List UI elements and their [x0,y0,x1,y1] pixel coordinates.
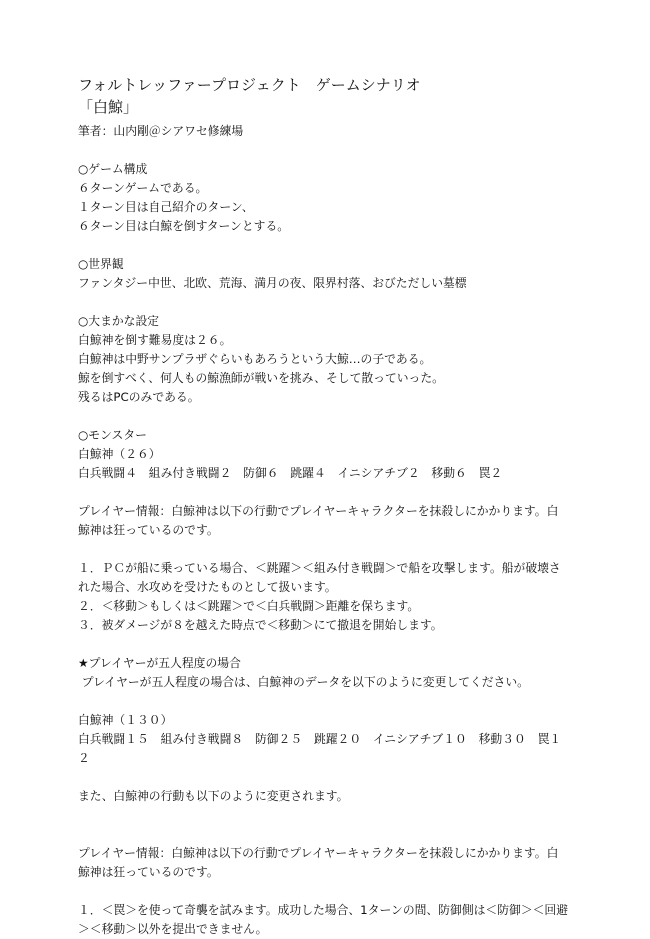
setting-line-4: 残るはPCのみである。 [78,390,200,404]
five-players-player-info: プレイヤー情報：白鯨神は以下の行動でプレイヤーキャラクターを抹殺しにかかります。白鯨神は狂っているのです。 [78,846,559,879]
monster-action-1: １．ＰＣが船に乗っている場合、＜跳躍＞＜組み付き戦闘＞で船を攻撃します。船が破壊された場合、水攻めを受けたものとして扱います。 [78,561,561,594]
monster-action-2: ２．＜移動＞もしくは＜跳躍＞で＜白兵戦闘＞距離を保ちます。 [78,599,420,613]
game-structure-heading: ○ゲーム構成 [78,162,148,176]
setting-line-3: 鯨を倒すべく、何人もの鯨漁師が戦いを挑み、そして散っていった。 [78,371,444,385]
worldview-line-1: ファンタジー中世、北欧、荒海、満月の夜、限界村落、おびただしい墓標 [78,276,467,290]
setting-line-1: 白鯨神を倒す難易度は２６。 [78,333,232,347]
setting-heading: ○大まかな設定 [78,314,160,328]
monster-name: 白鯨神（２６） [78,447,161,461]
monster-action-3: ３．被ダメージが８を越えた時点で＜移動＞にて撤退を開始します。 [78,618,443,632]
five-players-change-note: また、白鯨神の行動も以下のように変更されます。 [78,789,349,803]
setting-line-2: 白鯨神は中野サンプラザぐらいもあろうという大鯨…の子である。 [78,352,432,366]
monster-heading: ○モンスター [78,428,147,442]
author-line: 筆者：山内剛＠シアワセ修練場 [78,124,244,138]
five-players-heading: ★プレイヤーが五人程度の場合 [78,656,241,670]
five-players-monster-name: 白鯨神（１３０） [78,713,173,727]
game-structure-line-1: ６ターンゲームである。 [78,181,208,195]
game-structure-line-3: ６ターン目は白鯨を倒すターンとする。 [78,219,290,233]
scenario-title: 「白鯨」 [78,98,139,116]
five-players-action-1: １．＜罠＞を使って奇襲を試みます。成功した場合、1ターンの間、防御側は＜防御＞＜回避＞＜移動＞以外を提出できません。 [78,903,569,936]
five-players-monster-stats: 白兵戦闘１５ 組み付き戦闘８ 防御２５ 跳躍２０ イニシアチブ１０ 移動３０ 罠１２ [78,732,562,765]
five-players-intro: プレイヤーが五人程度の場合は、白鯨神のデータを以下のように変更してください。 [78,675,529,689]
monster-stats: 白兵戦闘４ 組み付き戦闘２ 防御６ 跳躍４ イニシアチブ２ 移動６ 罠２ [78,466,503,480]
worldview-heading: ○世界観 [78,257,124,271]
document-title: フォルトレッファープロジェクト ゲームシナリオ [78,76,421,94]
game-structure-line-2: １ターン目は自己紹介のターン、 [78,200,254,214]
monster-player-info: プレイヤー情報：白鯨神は以下の行動でプレイヤーキャラクターを抹殺しにかかります。白鯨神は狂っているのです。 [78,504,559,537]
